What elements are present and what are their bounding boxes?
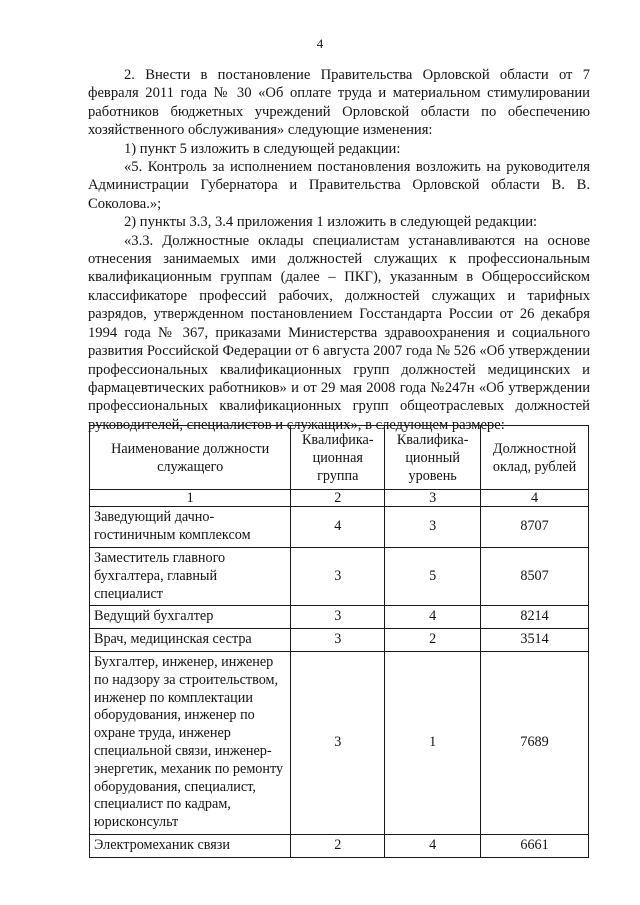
table-column-numbers-row	[90, 490, 589, 507]
column-number: 1	[90, 490, 291, 507]
cell-group: 3	[291, 547, 385, 605]
paragraph: 2. Внести в постановление Правительства Орловской области от 7 февраля 2011 года № 30 «Об оплате труда и материальном стимулировании работников бюджетных учреждений Орловской области по обеспечению хозяйственного обслуживания» следующие изменения:	[88, 67, 590, 139]
cell-level: 2	[385, 629, 481, 652]
cell-salary: 8707	[481, 507, 589, 548]
table-row	[90, 651, 589, 834]
header-salary: Должностной оклад, рублей	[481, 426, 589, 490]
cell-position: Электромеханик связи	[90, 834, 291, 857]
cell-salary: 7689	[481, 651, 589, 834]
cell-position: Заместитель главного бухгалтера, главный специалист	[90, 547, 291, 605]
cell-position: Врач, медицинская сестра	[90, 629, 291, 652]
cell-position: Заведующий дачно-гостиничным комплексом	[90, 507, 291, 548]
cell-salary: 6661	[481, 834, 589, 857]
cell-level: 5	[385, 547, 481, 605]
cell-group: 2	[291, 834, 385, 857]
cell-salary: 8507	[481, 547, 589, 605]
column-number: 2	[291, 490, 385, 507]
paragraph: 2) пункты 3.3, 3.4 приложения 1 изложить в следующей редакции:	[124, 214, 538, 231]
cell-group: 4	[291, 507, 385, 548]
cell-salary: 8214	[481, 606, 589, 629]
table-row	[90, 629, 589, 652]
document-body	[88, 66, 590, 434]
cell-level: 4	[385, 834, 481, 857]
table-row	[90, 606, 589, 629]
header-qualification-group: Квалификационная группа	[291, 426, 385, 490]
table-row	[90, 834, 589, 857]
table-row	[90, 547, 589, 605]
cell-position: Бухгалтер, инженер, инженер по надзору за строительством, инженер по комплектации оборудования, инженер по охране труда, инженер специальной связи, инженер-энергетик, механик по ремонту оборудования, специалист, специалист по кадрам, юрисконсульт	[90, 651, 291, 834]
header-position: Наименование должности служащего	[90, 426, 291, 490]
column-number: 3	[385, 490, 481, 507]
table-row	[90, 507, 589, 548]
column-number: 4	[481, 490, 589, 507]
cell-position: Ведущий бухгалтер	[90, 606, 291, 629]
paragraph: 1) пункт 5 изложить в следующей редакции:	[124, 140, 401, 157]
cell-group: 3	[291, 606, 385, 629]
salary-table	[89, 425, 589, 858]
page-number: 4	[316, 36, 324, 51]
cell-salary: 3514	[481, 629, 589, 652]
cell-level: 1	[385, 651, 481, 834]
header-qualification-level: Квалификационный уровень	[385, 426, 481, 490]
cell-level: 4	[385, 606, 481, 629]
paragraph: «3.3. Должностные оклады специалистам устанавливаются на основе отнесения занимаемых ими должностей служащих к профессиональным квалификационным группам (далее – ПКГ), указанным в Общероссийском классификаторе профессий рабочих, должностей служащих и тарифных разрядов, утвержденном постановлением Госстандарта России от 26 декабря 1994 года № 367, приказами Министерства здравоохранения и социального развития Российской Федерации от 6 августа 2007 года № 526 «Об утверждении профессиональных квалификационных групп должностей медицинских и фармацевтических работников» и от 29 мая 2008 года №247н «Об утверждении профессиональных квалификационных групп общеотраслевых должностей руководителей, специалистов и служащих», в следующем размере:	[88, 232, 590, 433]
cell-group: 3	[291, 651, 385, 834]
table-header-row	[90, 426, 589, 490]
paragraph: «5. Контроль за исполнением постановления возложить на руководителя Администрации Губернатора и Правительства Орловской области В. В. Соколова.»;	[88, 159, 590, 212]
cell-level: 3	[385, 507, 481, 548]
cell-group: 3	[291, 629, 385, 652]
